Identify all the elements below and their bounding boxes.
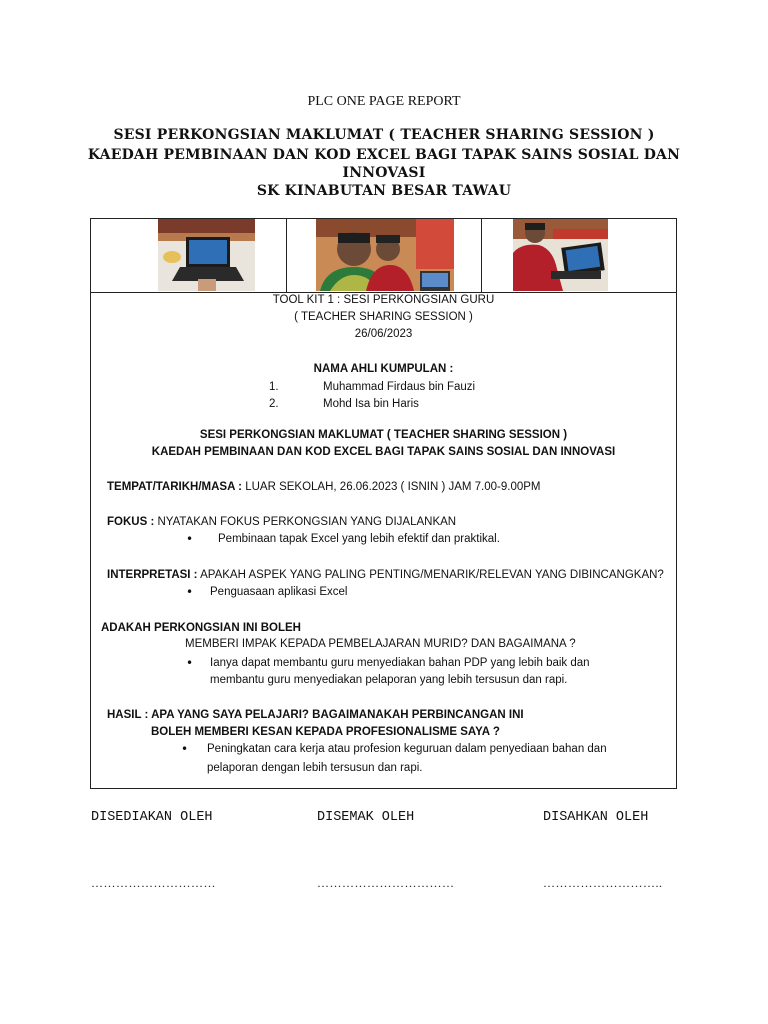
cell-divider xyxy=(286,219,287,292)
session-date: 26/06/2023 xyxy=(354,328,413,340)
interpretation-value: APAKAH ASPEK YANG PALING PENTING/MENARIK/RELEVAN YANG DIBINCANGKAN? xyxy=(197,569,664,581)
session-title-2: KAEDAH PEMBINAAN DAN KOD EXCEL BAGI TAPAK SAINS SOSIAL DAN INNOVASI xyxy=(151,446,616,458)
toolkit-line-1: TOOL KIT 1 : SESI PERKONGSIAN GURU xyxy=(272,294,495,306)
page-title-line-2: KAEDAH PEMBINAAN DAN KOD EXCEL BAGI TAPAK SAINS SOSIAL DAN xyxy=(87,147,681,163)
photo-row xyxy=(91,219,676,293)
report-label: PLC ONE PAGE REPORT xyxy=(307,94,461,109)
members-heading: NAMA AHLI KUMPULAN : xyxy=(313,363,454,375)
bullet-icon: • xyxy=(186,585,194,599)
session-title-1: SESI PERKONGSIAN MAKLUMAT ( TEACHER SHARING SESSION ) xyxy=(199,429,568,441)
approved-signature-line: ……………………….. xyxy=(543,876,663,890)
impact-bullet-line-2: membantu guru menyediakan pelaporan yang lebih tersusun dan rapi. xyxy=(210,674,568,686)
page-title-line-3: INNOVASI xyxy=(342,165,426,181)
impact-question: MEMBERI IMPAK KEPADA PEMBELAJARAN MURID? DAN BAGAIMANA ? xyxy=(185,638,576,650)
result-label: HASIL : xyxy=(107,709,149,721)
photo-teacher-laptop xyxy=(513,219,608,291)
member-name-2: Mohd Isa bin Haris xyxy=(323,398,419,410)
interpretation-bullet: Penguasaan aplikasi Excel xyxy=(210,586,348,598)
member-name-1: Muhammad Firdaus bin Fauzi xyxy=(323,381,476,393)
member-number-1: 1. xyxy=(269,381,279,393)
page-title-line-1: SESI PERKONGSIAN MAKLUMAT ( TEACHER SHARING SESSION ) xyxy=(113,127,655,143)
interpretation-label: INTERPRETASI : xyxy=(107,569,198,581)
school-name: SK KINABUTAN BESAR TAWAU xyxy=(256,183,512,199)
bullet-icon: • xyxy=(181,742,189,756)
result-bullet-line-2: pelaporan dengan lebih tersusun dan rapi. xyxy=(207,762,423,774)
focus-bullet: Pembinaan tapak Excel yang lebih efektif dan praktikal. xyxy=(218,533,500,545)
bullet-icon: • xyxy=(186,656,194,670)
venue-line xyxy=(107,481,541,493)
focus-value: NYATAKAN FOKUS PERKONGSIAN YANG DIJALANKAN xyxy=(154,516,457,528)
prepared-signature-line: ………………………… xyxy=(91,876,216,890)
result-question-2: BOLEH MEMBERI KESAN KEPADA PROFESIONALISME SAYA ? xyxy=(151,726,500,738)
prepared-by-label: DISEDIAKAN OLEH xyxy=(91,810,213,825)
focus-label: FOKUS : xyxy=(107,516,155,528)
result-line-1 xyxy=(107,709,524,721)
impact-bullet-line-1: Ianya dapat membantu guru menyediakan bahan PDP yang lebih baik dan xyxy=(210,657,590,669)
photo-laptop xyxy=(158,219,255,291)
venue-label: TEMPAT/TARIKH/MASA : xyxy=(107,481,243,493)
interpretation-line xyxy=(107,569,664,581)
reviewed-by-label: DISEMAK OLEH xyxy=(317,810,415,825)
bullet-icon: • xyxy=(186,532,194,546)
result-bullet-line-1: Peningkatan cara kerja atau profesion keguruan dalam penyediaan bahan dan xyxy=(207,743,607,755)
report-box xyxy=(90,218,677,789)
toolkit-line-2: ( TEACHER SHARING SESSION ) xyxy=(294,311,473,323)
impact-label: ADAKAH PERKONGSIAN INI BOLEH xyxy=(101,622,301,634)
photo-two-teachers xyxy=(316,219,454,291)
focus-line xyxy=(107,516,456,528)
venue-value: LUAR SEKOLAH, 26.06.2023 ( ISNIN ) JAM 7.00-9.00PM xyxy=(242,481,541,493)
reviewed-signature-line: …………………………… xyxy=(317,876,455,890)
approved-by-label: DISAHKAN OLEH xyxy=(543,810,649,825)
member-number-2: 2. xyxy=(269,398,279,410)
cell-divider xyxy=(481,219,482,292)
result-question-1: APA YANG SAYA PELAJARI? BAGAIMANAKAH PERBINCANGAN INI xyxy=(148,709,524,721)
